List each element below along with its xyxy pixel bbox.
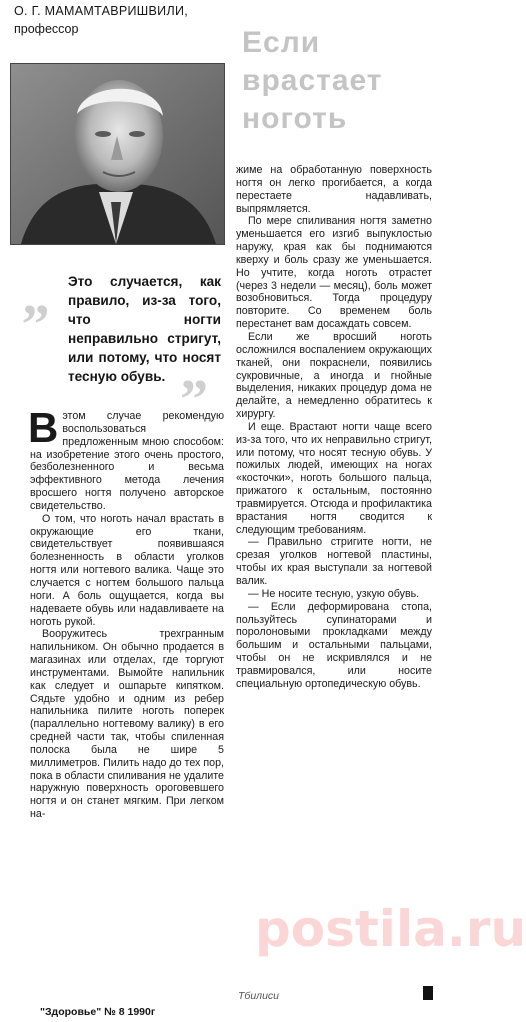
pullquote: Это случается, как правило, из-за того, что ногти неправильно стригут, или потому, что носят тесную обувь. bbox=[68, 274, 221, 384]
article-source: "Здоровье" № 8 1990г bbox=[40, 1006, 156, 1018]
paragraph: По мере спиливания ногтя заметно уменьшается его изгиб выпуклостью наружу, края как бы поднимаются кверху и боль сразу же уменьшается. Но учтите, когда ноготь отрастет (через 3 недели — месяц), боль может возобновиться. Тогда процедуру повторите. Со временем боль перестанет вам досаждать совсем. bbox=[236, 215, 432, 331]
article-column-right bbox=[236, 164, 432, 691]
end-marker bbox=[423, 986, 433, 1000]
article-column-left bbox=[28, 404, 224, 821]
paragraph: И еще. Врастают ногти чаще всего из-за того, что их неправильно стригут, или потому, что носят тесную обувь. У пожилых людей, имеющих на ногах «косточки», ноготь большого пальца, прижатого к остальным, постоянно травмируется. Отсюда и профилактика врастания ногтя сводится к следующим требованиям. bbox=[236, 420, 432, 536]
paragraph bbox=[28, 404, 224, 513]
watermark-logo: postila.ru bbox=[255, 900, 526, 958]
paragraph: Если же вросший ноготь осложнился воспалением окружающих тканей, они покраснели, появились сукровичные, а иногда и гнойные выделения, никаких процедур дома не делайте, а немедленно обратитесь к хирургу. bbox=[236, 330, 432, 421]
dropcap: В bbox=[28, 404, 59, 451]
headline-line-3: ноготь bbox=[242, 102, 348, 135]
paragraph: Вооружитесь трехгранным напильником. Он обычно продается в магазинах или отделах, где торгуют инструментами. Вымойте напильник как следует и ошпарьте кипятком. Сядьте удобно и одним из ребер напильника пилите ноготь поперек (параллельно ногтевому валику) в его средней части так, чтобы спиленная полоска была не шире 5 миллиметров. Пилить надо до тех пор, пока в области спиливания не удалите наружную поверхность ороговевшего ногтя и он станет мягким. При легком на- bbox=[30, 628, 224, 821]
paragraph: О том, что ноготь начал врастать в окружающие его ткани, свидетельствует появившаяся болезненность в области уголков ногтя или ногтевого валика. Чаще это случается с ногтем большого пальца ноги. А боль ощущается, когда вы надеваете обувь или надавливаете на ноготь рукой. bbox=[30, 512, 224, 628]
paragraph: — Не носите тесную, узкую обувь. bbox=[248, 587, 420, 600]
article-city: Тбилиси bbox=[238, 990, 280, 1002]
paragraph: жиме на обработанную поверхность ногтя он легко прогибается, а когда перестаете надавливать, выпрямляется. bbox=[236, 164, 432, 215]
quote-open-mark: „ bbox=[22, 265, 50, 327]
author-title: профессор bbox=[14, 22, 79, 36]
headline-line-1: Если bbox=[242, 26, 321, 59]
paragraph: — Правильно стригите ногти, не срезая уголков ногтевой пластины, чтобы их края выступали за ногтевой валик. bbox=[236, 536, 432, 587]
article-headline bbox=[242, 24, 442, 138]
author-name: О. Г. МАМАМТАВРИШВИЛИ, bbox=[14, 4, 189, 18]
quote-close-mark: ” bbox=[180, 369, 208, 431]
paragraph-text: этом случае рекомендую воспользоваться предложенным мною способом: на изобретение этого очень простого, безболезненного и весьма эффективного метода лечения вросшего ногтя получено авторское свидетельство. bbox=[30, 410, 224, 512]
headline-line-2: врастает bbox=[242, 64, 383, 97]
author-photo bbox=[10, 63, 225, 245]
paragraph: — Если деформирована стопа, пользуйтесь супинаторами и поролоновыми прокладками между большим и остальными пальцами, чтобы он не искривлялся и не травмировался, или носите специальную ортопедическую обувь. bbox=[236, 600, 432, 690]
